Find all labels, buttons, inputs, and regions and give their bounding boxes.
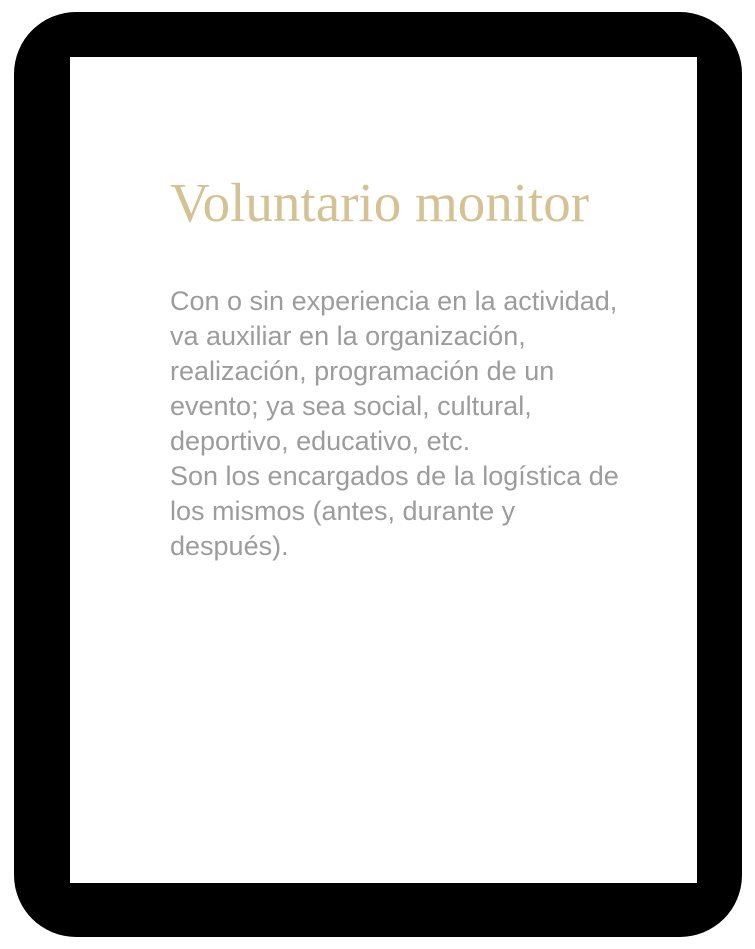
body-text-line: deportivo, educativo, etc. [170,426,471,456]
body-text-line: después). [170,531,289,561]
body-text-line: evento; ya sea social, cultural, [170,391,532,421]
body-text-line: realización, programación de un [170,356,555,386]
slide-page [70,57,697,883]
slide-title: Voluntario monitor [170,172,590,233]
body-text-line: va auxiliar en la organización, [170,321,526,351]
body-text-line: Con o sin experiencia en la actividad, [170,286,618,316]
body-text-line: Son los encargados de la logística de [170,461,619,491]
slide-body-text [170,284,657,564]
body-text-line: los mismos (antes, durante y [170,496,516,526]
